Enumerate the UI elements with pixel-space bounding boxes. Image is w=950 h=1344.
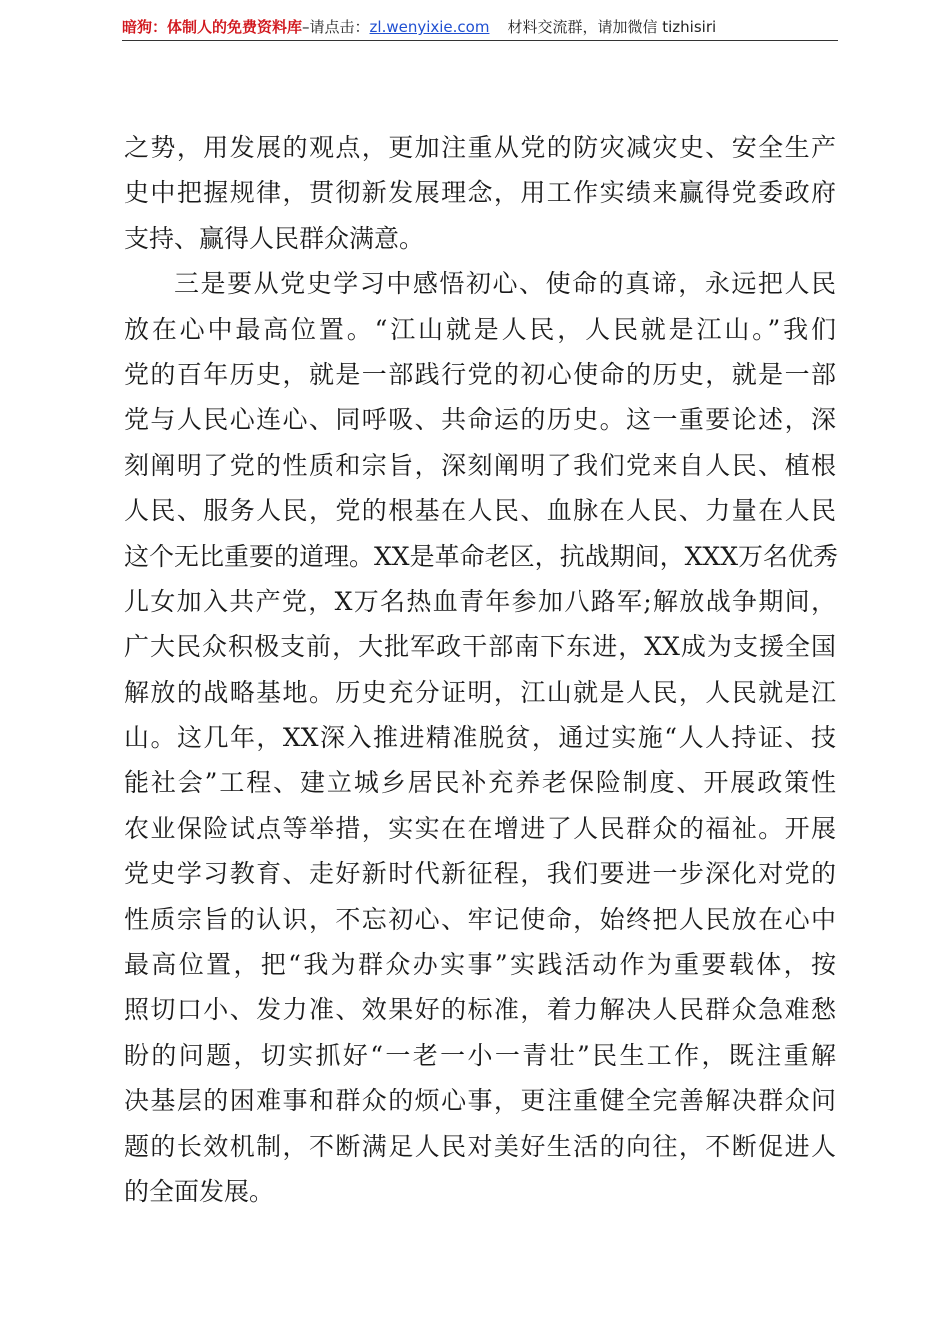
text-line: 支持、赢得人民群众满意。 xyxy=(124,223,425,253)
text-line: 儿女加入共产党，X万名热血青年参加八路军;解放战争期间， xyxy=(124,586,836,616)
header-brand: 暗狗：体制人的免费资料库 xyxy=(122,18,303,36)
text-line: 人民、服务人民，党的根基在人民、血脉在人民、力量在人民 xyxy=(124,496,836,526)
text-line: 党史学习教育、走好新时代新征程，我们要进一步深化对党的 xyxy=(124,859,836,889)
text-line: 史中把握规律，贯彻新发展理念，用工作实绩来赢得党委政府 xyxy=(124,178,836,208)
page-header xyxy=(122,14,838,40)
text-line: 题的长效机制，不断满足人民对美好生活的向往，不断促进人 xyxy=(124,1131,836,1161)
header-group-note: 材料交流群，请加微信 tizhisiri xyxy=(507,18,717,36)
text-line: 照切口小、发力准、效果好的标准，着力解决人民群众急难愁 xyxy=(124,995,836,1025)
text-line: 最高位置，把“我为群众办实事”实践活动作为重要载体，按 xyxy=(124,950,836,980)
header-divider xyxy=(122,40,838,41)
paragraph-1 xyxy=(124,125,836,261)
text-line: 三是要从党史学习中感悟初心、使命的真谛，永远把人民 xyxy=(174,269,836,299)
text-line: 山。这几年，XX深入推进精准脱贫，通过实施“人人持证、技 xyxy=(124,723,836,753)
text-line: 放在心中最高位置。“江山就是人民，人民就是江山。”我们 xyxy=(124,314,836,344)
document-body xyxy=(124,125,836,1214)
text-line: 农业保险试点等举措，实实在在增进了人民群众的福祉。开展 xyxy=(124,813,836,843)
text-line: 决基层的困难事和群众的烦心事，更注重健全完善解决群众问 xyxy=(124,1086,836,1116)
text-line: 党与人民心连心、同呼吸、共命运的历史。这一重要论述，深 xyxy=(124,405,836,435)
text-line: 能社会”工程、建立城乡居民补充养老保险制度、开展政策性 xyxy=(124,768,836,798)
text-line: 解放的战略基地。历史充分证明，江山就是人民，人民就是江 xyxy=(124,677,836,707)
text-line: 之势，用发展的观点，更加注重从党的防灾减灾史、安全生产 xyxy=(124,133,836,162)
text-line: 刻阐明了党的性质和宗旨，深刻阐明了我们党来自人民、植根 xyxy=(124,450,836,480)
text-line: 党的百年历史，就是一部践行党的初心使命的历史，就是一部 xyxy=(124,359,836,389)
paragraph-2 xyxy=(124,261,836,1214)
header-link[interactable]: zl.wenyixie.com xyxy=(369,18,490,36)
text-line: 盼的问题，切实抓好“一老一小一青壮”民生工作，既注重解 xyxy=(124,1040,836,1070)
text-line: 广大民众积极支前，大批军政干部南下东进，XX成为支援全国 xyxy=(124,632,836,662)
text-line: 的全面发展。 xyxy=(124,1176,275,1206)
text-line: 这个无比重要的道理。XX是革命老区，抗战期间，XXX万名优秀 xyxy=(124,541,838,571)
text-line: 性质宗旨的认识，不忘初心、牢记使命，始终把人民放在心中 xyxy=(124,904,836,934)
header-prompt: –请点击： xyxy=(302,18,370,36)
